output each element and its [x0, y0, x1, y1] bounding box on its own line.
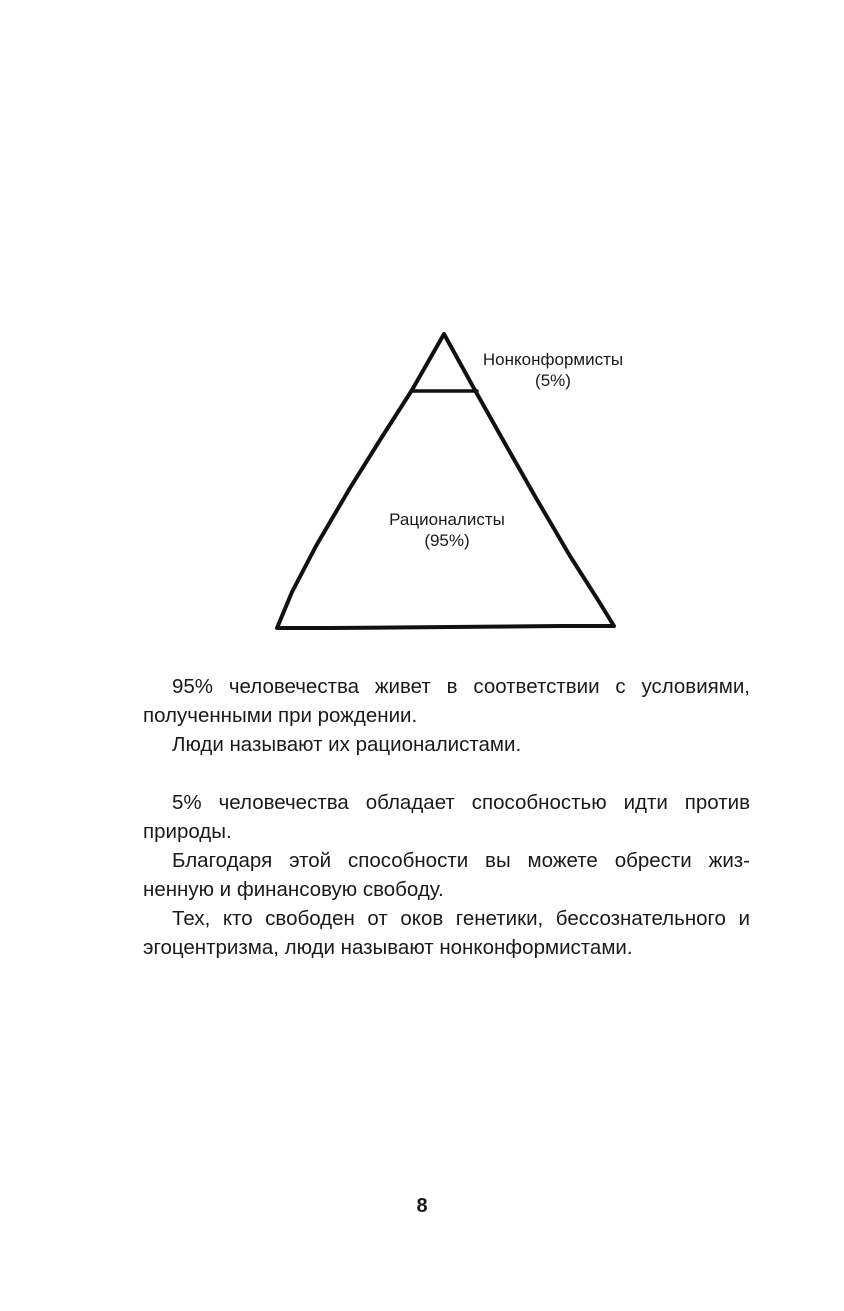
top-tier-label	[470, 349, 636, 391]
paragraph: 95% человечества живет в соответствии с условиями, полученными при рождении.	[143, 675, 750, 727]
page-number: 8	[416, 1195, 428, 1217]
bottom-tier-label	[362, 509, 532, 551]
paragraph: 5% человечества обладает способностью идти против природы.	[143, 791, 750, 843]
bottom-tier-share: (95%)	[424, 531, 470, 550]
body-text	[143, 672, 750, 962]
top-tier-share: (5%)	[535, 371, 571, 390]
bottom-tier-name: Рационалисты	[389, 510, 505, 529]
paragraph: Тех, кто свободен от оков генетики, бессознательного и эгоцентризма, люди называют нонконформистами.	[143, 907, 750, 959]
paragraph: Люди называют их рационалистами.	[172, 733, 522, 756]
paragraph: Благодаря этой способности вы можете обрести жиз-ненную и финансовую свободу.	[143, 849, 750, 901]
top-tier-name: Нонконформисты	[482, 350, 624, 369]
